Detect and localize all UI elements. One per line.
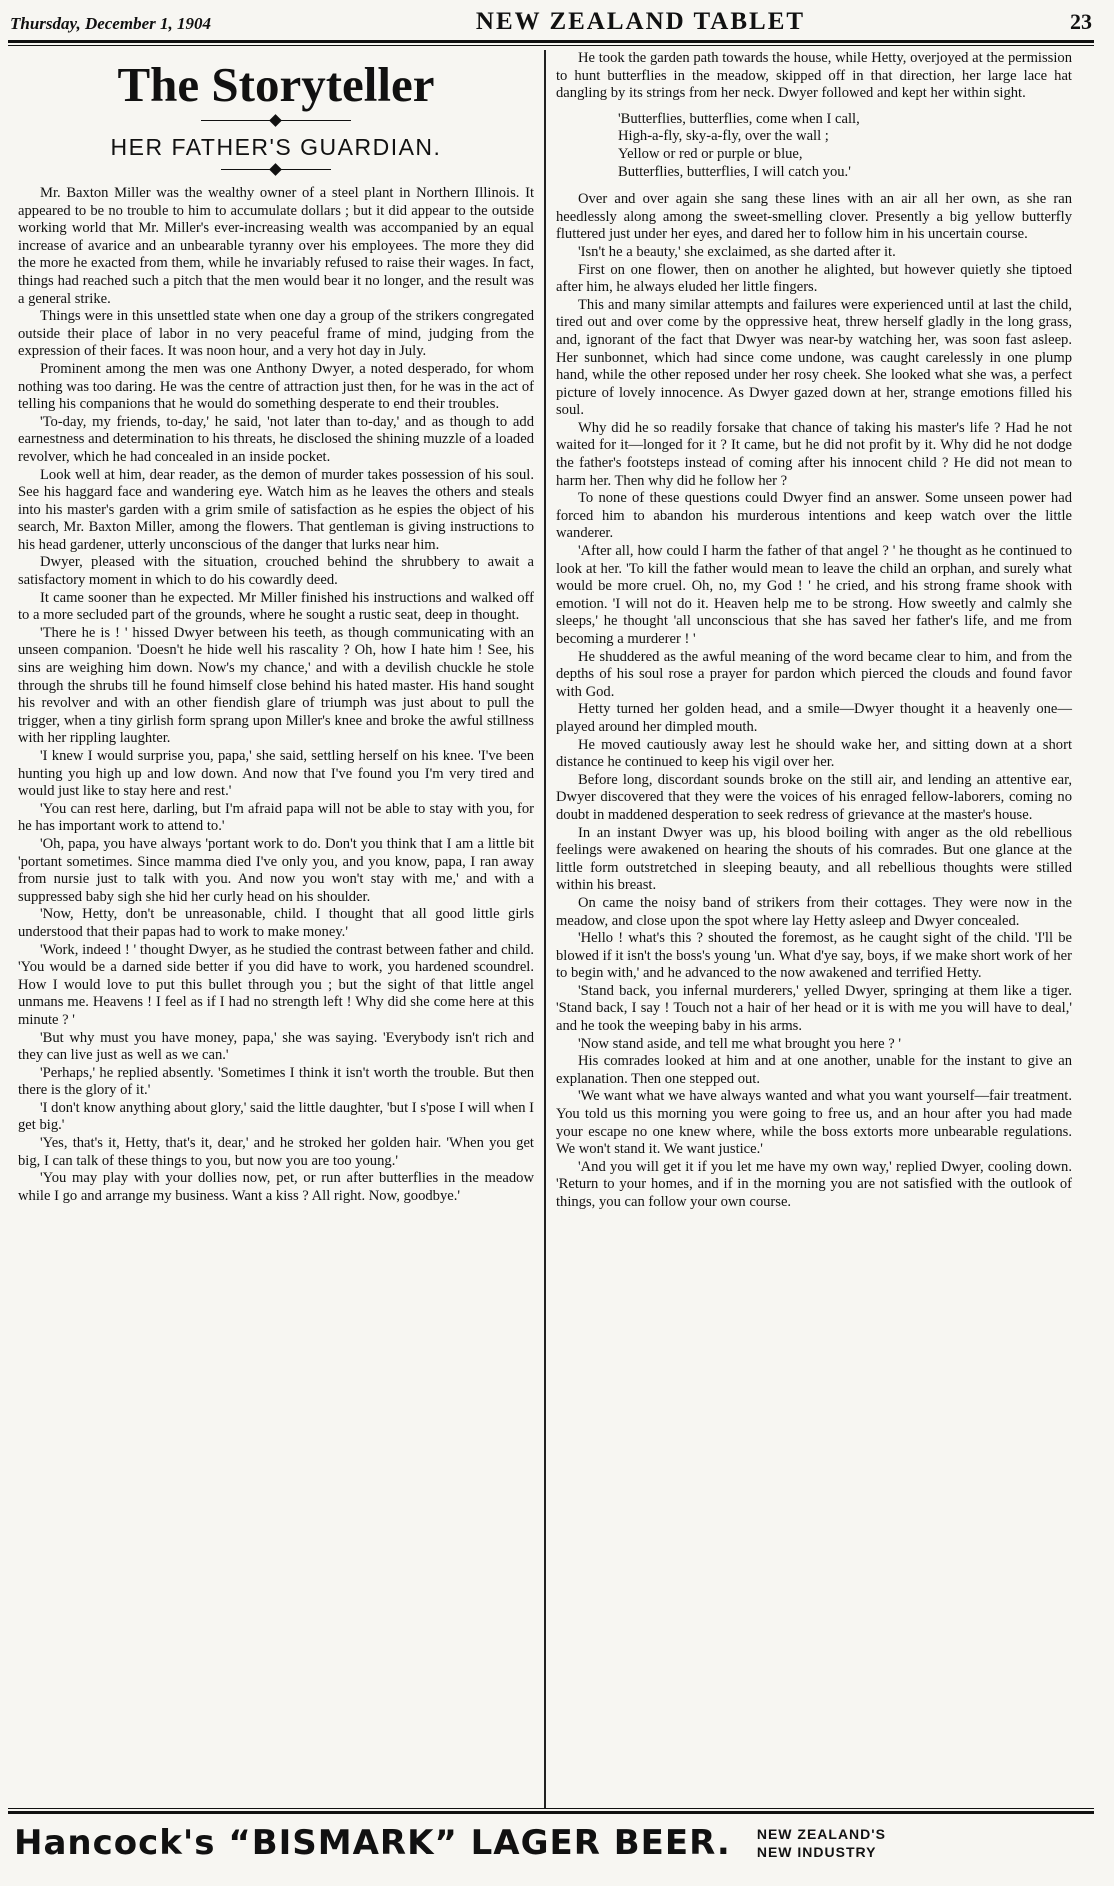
- paragraph: His comrades looked at him and at one another, unable for the instant to give an explanation. Then one stepped out.: [556, 1053, 1072, 1087]
- paragraph: Before long, discordant sounds broke on the still air, and lending an attentive ear, Dwyer discovered that they were the voices of his enraged fellow-laborers, coming no doubt in maddened desperation to seek redress of grievance at the master's house.: [556, 771, 1072, 823]
- advertisement: [8, 1814, 1094, 1872]
- right-story-text: [556, 191, 1072, 1211]
- left-column: [8, 50, 544, 1808]
- poem-line: High-a-fly, sky-a-fly, over the wall ;: [618, 128, 829, 145]
- paragraph: He took the garden path towards the house, while Hetty, overjoyed at the permission to hunt butterflies in the meadow, skipped off in that direction, her large lace hat dangling by its strings from her neck. Dwyer followed and kept her within sight.: [556, 50, 1072, 102]
- paragraph: 'Now stand aside, and tell me what brought you here ? ': [578, 1035, 901, 1052]
- right-intro: [556, 50, 1072, 103]
- paragraph: Look well at him, dear reader, as the demon of murder takes possession of his soul. See his haggard face and wandering eye. Watch him as he leaves the others and steals into his master's garden with a grim smile of satisfaction as he espies the object of his search, Mr. Baxton Miller, among the flowers. That gentleman is giving instructions to his head gardener, utterly unconscious of the danger that lurks near him.: [18, 466, 534, 553]
- paragraph: Hetty turned her golden head, and a smile—Dwyer thought it a heavenly one—played around her dimpled mouth.: [556, 701, 1072, 735]
- masthead-rule-thin: [8, 45, 1094, 46]
- poem: [618, 111, 1072, 181]
- ad-tagline-line: NEW ZEALAND'S: [756, 1826, 886, 1842]
- paragraph: 'Work, indeed ! ' thought Dwyer, as he studied the contrast between father and child. 'You would be a darned side better if you did have to work, you hardened scoundrel. How I would love to put this bullet through you ; but the sight of that little angel unmans me. Heavens ! I feel as if I had no strength left ! Why did she come here at this minute ? ': [18, 941, 534, 1028]
- paragraph: 'Stand back, you infernal murderers,' yelled Dwyer, springing at them like a tiger. 'Stand back, I say ! Touch not a hair of her head or it is with me you will have to deal,' and he took the weeping baby in his arms.: [556, 982, 1072, 1035]
- paragraph: 'You may play with your dollies now, pet, or run after butterflies in the meadow while I go and arrange my business. Want a kiss ? All right. Now, goodbye.': [18, 1170, 534, 1204]
- paragraph: In an instant Dwyer was up, his blood boiling with anger as the old rebellious feelings were awakened on hearing the shouts of his comrades. But one glance at the little form outstretched in sleeping beauty, and all rebellious thoughts were stilled within his breast.: [556, 824, 1072, 894]
- paragraph: This and many similar attempts and failures were experienced until at last the child, tired out and over come by the oppressive heat, threw herself gladly in the long grass, and, ignorant of the fact that Dwyer was near-by watching her, was soon fast asleep. Her sunbonnet, which had since come undone, was caught carelessly in one plump hand, while the other reposed under her rosy cheek. She looked what she was, a perfect picture of lovely innocence. As Dwyer gazed down at her, strange emotions filled his soul.: [556, 296, 1072, 419]
- paragraph: 'But why must you have money, papa,' she was saying. 'Everybody isn't rich and they can live just as well as we can.': [18, 1029, 534, 1064]
- paragraph: 'Perhaps,' he replied absently. 'Sometimes I think it isn't worth the trouble. But then there is the glory of it.': [18, 1064, 534, 1099]
- ornament-divider: [201, 116, 351, 126]
- footer-rule-thin: [8, 1808, 1094, 1809]
- ornament-divider: [221, 165, 331, 175]
- paragraph: 'I knew I would surprise you, papa,' she said, settling herself on his knee. 'I've been hunting you high up and low down. And now that I've found you I'm very tired and would just like to stay here and rest.': [18, 748, 534, 800]
- paragraph: 'Hello ! what's this ? shouted the foremost, as he caught sight of the child. 'I'll be blowed if it isn't the boss's young 'un. What d'ye say, boys, if we make short work of her to begin with,' and he advanced to the now awakened and terrified Hetty.: [556, 930, 1072, 982]
- paragraph: Prominent among the men was one Anthony Dwyer, a noted desperado, for whom nothing was too daring. He was the centre of attraction just then, for he was in the act of telling his companions that he would do something desperate to end their troubles.: [18, 360, 534, 413]
- paragraph: 'We want what we have always wanted and what you want yourself—fair treatment. You told us this morning you were going to free us, and an hour after you had made your escape no one knew where, while the boss extorts more unbearable regulations. We won't stand it. We want justice.': [556, 1088, 1072, 1158]
- paragraph: 'Yes, that's it, Hetty, that's it, dear,' and he stroked her golden hair. 'When you get big, I can talk of these things to you, but now you are too young.': [18, 1135, 534, 1169]
- paragraph: 'There he is ! ' hissed Dwyer between his teeth, as though communicating with an unseen companion. 'Doesn't he hide well his rascality ? Oh, how I hate him ! See, his sins are weighing him down. Now's my chance,' and with a devilish chuckle he stole through the shrubs till he found himself close behind his hated master. His hand sought his revolver and with an other fiendish glare of triumph was just about to pull the trigger, when a tiny girlish form sprang upon Miller's knee and broke the awful stillness with her rippling laughter.: [18, 624, 534, 747]
- ad-headline: Hancock's “BISMARK” LAGER BEER.: [14, 1823, 731, 1863]
- right-column: [546, 50, 1082, 1808]
- poem-line: Yellow or red or purple or blue,: [618, 145, 803, 162]
- paragraph: It came sooner than he expected. Mr Miller finished his instructions and walked off to a more secluded part of the grounds, where he sought a rustic seat, deep in thought.: [18, 589, 534, 624]
- paragraph: He shuddered as the awful meaning of the word became clear to him, and from the depths of his soul rose a prayer for pardon which pierced the clouds and found favor with God.: [556, 648, 1072, 700]
- section-heading: The Storyteller: [117, 57, 435, 112]
- paragraph: First on one flower, then on another he alighted, but however quietly she tiptoed after him, he always eluded her little fingers.: [556, 261, 1072, 296]
- paragraph: 'And you will get it if you let me have my own way,' replied Dwyer, cooling down. 'Return to your homes, and if in the morning you are not satisfied with the outlook of things, you can follow your own course.: [556, 1158, 1072, 1210]
- poem-line: Butterflies, butterflies, I will catch you.': [618, 163, 851, 180]
- paragraph: He moved cautiously away lest he should wake her, and sitting down at a short distance he continued to keep his vigil over her.: [556, 736, 1072, 771]
- paragraph: 'After all, how could I harm the father of that angel ? ' he thought as he continued to look at her. 'To kill the father would mean to leave the child an orphan, and surely what would be more cruel. Oh, no, my God ! ' he cried, and his strong frame shook with emotion. 'I will not do it. Heaven help me to be strong. How sweetly and calmly she sleeps,' he thought 'all unconscious that she has saved her father's life, and me from becoming a murderer ! ': [556, 543, 1072, 647]
- ad-tagline: [757, 1825, 886, 1861]
- newspaper-title: NEW ZEALAND TABLET: [475, 8, 806, 35]
- ad-tagline-line: NEW INDUSTRY: [756, 1844, 877, 1860]
- paragraph: Dwyer, pleased with the situation, crouched behind the shrubbery to await a satisfactory moment in which to do his cowardly deed.: [18, 554, 534, 589]
- paragraph: Things were in this unsettled state when one day a group of the strikers congregated outside their place of labor in no very peaceful frame of mind, judging from the expression of their faces. It was noon hour, and a very hot day in July.: [18, 308, 534, 360]
- paragraph: 'Oh, papa, you have always 'portant work to do. Don't you think that I am a little bit 'portant sometimes. Since mamma died I've only you, and you know, papa, I ran away from nursie just to talk with you. And now you won't stay with me,' and with a suppressed baby sigh she hid her curly head on his shoulder.: [18, 835, 534, 905]
- paragraph: 'Isn't he a beauty,' she exclaimed, as she darted after it.: [578, 243, 896, 260]
- left-story-text: [18, 185, 534, 1205]
- page-number: 23: [1069, 9, 1092, 34]
- issue-date: Thursday, December 1, 1904: [10, 14, 211, 33]
- masthead-rule: [8, 40, 1094, 43]
- paragraph: Why did he so readily forsake that chance of taking his master's life ? Had he not waited for it—longed for it ? It came, but he did not profit by it. Why did he not dodge the father's footsteps instead of coming after his innocent child ? He did not mean to harm her. Then why did he follow her ?: [556, 419, 1072, 489]
- paragraph: Mr. Baxton Miller was the wealthy owner of a steel plant in Northern Illinois. It appeared to be no trouble to him to accumulate dollars ; but it did appear to the outside working world that Mr. Miller's ever-increasing wealth was accompanied by an equal increase of avarice and an unbearable tyranny over his employees. The more they did the more he exacted from them, while he invariably refused to raise their wages. In fact, things had reached such a pitch that the men would bear it no longer, and the result was a general strike.: [18, 185, 534, 307]
- paragraph: 'I don't know anything about glory,' said the little daughter, 'but I s'pose I will when I get big.': [18, 1099, 534, 1134]
- story-title: HER FATHER'S GUARDIAN.: [110, 134, 442, 160]
- columns: [8, 50, 1094, 1808]
- paragraph: 'To-day, my friends, to-day,' he said, 'not later than to-day,' and as though to add earnestness and determination to his threats, he disclosed the shining muzzle of a loaded revolver, which he had concealed in an inside pocket.: [18, 413, 534, 465]
- paragraph: 'You can rest here, darling, but I'm afraid papa will not be able to stay with you, for he has important work to attend to.': [18, 800, 534, 835]
- paragraph: Over and over again she sang these lines with an air all her own, as she ran heedlessly along among the sweet-smelling clover. Presently a big yellow butterfly fluttered just under her eyes, and dared her to follow him in his uncertain course.: [556, 191, 1072, 243]
- paragraph: 'Now, Hetty, don't be unreasonable, child. I thought that all good little girls understood that their papas had to work to make money.': [18, 906, 534, 940]
- masthead: [8, 8, 1094, 38]
- paragraph: On came the noisy band of strikers from their cottages. They were now in the meadow, and close upon the spot where lay Hetty asleep and Dwyer concealed.: [556, 894, 1072, 929]
- poem-line: 'Butterflies, butterflies, come when I call,: [618, 110, 860, 127]
- paragraph: To none of these questions could Dwyer find an answer. Some unseen power had forced him to abandon his murderous intentions and keep watch over the little wanderer.: [556, 490, 1072, 542]
